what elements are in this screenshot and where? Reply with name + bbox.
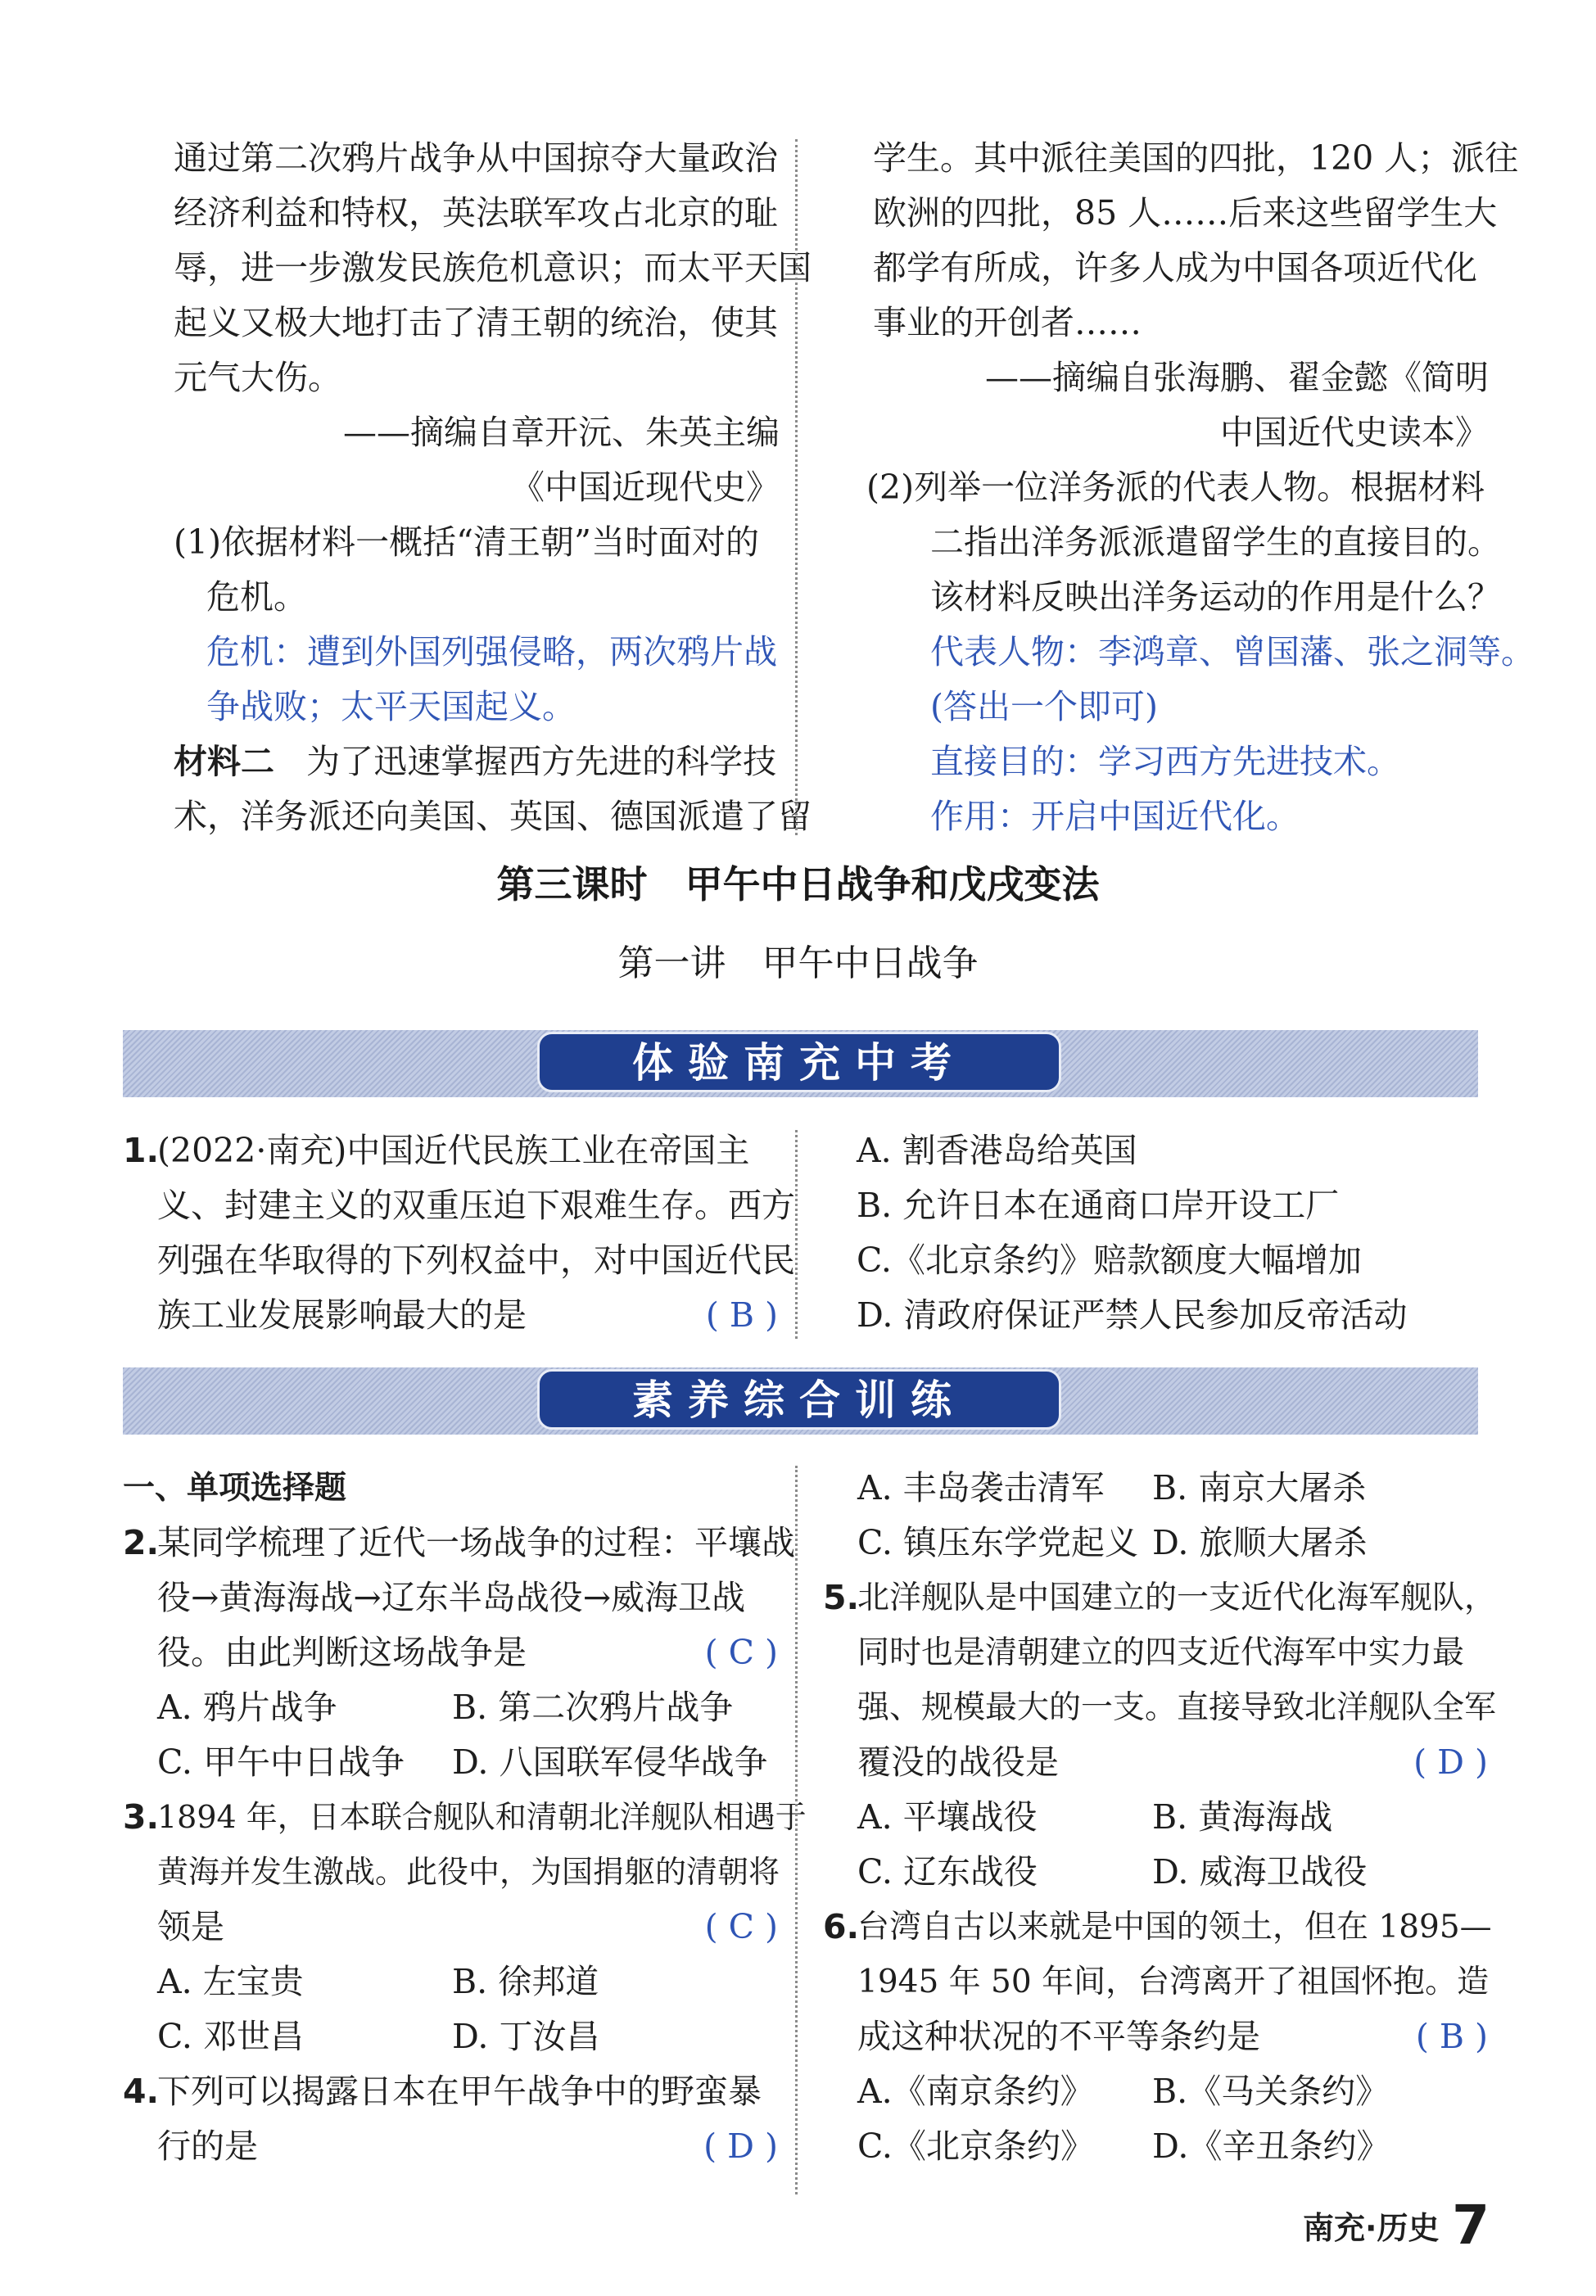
material-line: 术，洋务派还向美国、英国、德国派遣了留 [174,797,812,836]
page-number: 7 [1452,2194,1490,2257]
answer-bracket: ( B ) [705,1295,778,1335]
question-stem: 台湾自古以来就是中国的领土，但在 1895— [857,1909,1492,1946]
source-citation: ——摘编自章开沅、朱英主编 [343,413,780,452]
question-stem: 役→黄海海战→辽东半岛战役→威海卫战 [157,1578,746,1617]
option-a: A. 左宝贵 [157,1962,304,2001]
option-a: A. 平壤战役 [857,1797,1038,1837]
section-banner [123,1030,1478,1097]
material-line: 欧洲的四批，85 人……后来这些留学生大 [873,193,1498,233]
section-banner [123,1367,1478,1435]
question-number: 1. [123,1131,160,1170]
answer-2-line: 直接目的：学习西方先进技术。 [930,742,1400,781]
question-stem: 成这种状况的不平等条约是 [857,2017,1260,2056]
page-footer [1303,2194,1490,2257]
question-stem: 行的是 [157,2127,258,2166]
question-stem: (2022·南充)中国近代民族工业在帝国主 [157,1131,750,1170]
option-a: A. 鸦片战争 [157,1688,337,1727]
material-line: 起义又极大地打击了清王朝的统治，使其 [174,303,778,342]
material-line: 元气大伤。 [174,358,341,397]
answer-2-line: 代表人物：李鸿章、曾国藩、张之洞等。 [930,632,1535,671]
practice-left-column [123,1461,807,2174]
option-c: C. 镇压东学党起义 [857,1523,1138,1562]
option-c: C.《北京条约》赔款额度大幅增加 [857,1241,1362,1280]
material-line: 事业的开创者…… [873,303,1142,342]
material-line: 都学有所成，许多人成为中国各项近代化 [873,248,1477,287]
option-b: B. 徐邦道 [452,1962,599,2001]
answer-2-line: (答出一个即可) [930,687,1158,726]
option-d: D. 八国联军侵华战争 [452,1742,768,1782]
question-stem: 领是 [157,1907,224,1946]
option-c: C.《北京条约》 [857,2127,1094,2166]
question-number: 4. [123,2072,160,2111]
question-stem: 义、封建主义的双重压迫下艰难生存。西方 [157,1186,795,1225]
option-b: B.《马关条约》 [1152,2072,1390,2111]
lecture-title: 第一讲 甲午中日战争 [617,942,979,984]
practice-right-column [823,1461,1497,2174]
question-stem: 北洋舰队是中国建立的一支近代化海军舰队， [857,1580,1497,1616]
question-2-line: (2)列举一位洋务派的代表人物。根据材料 [866,468,1485,507]
question-stem: 1894 年，日本联合舰队和清朝北洋舰队相遇于 [157,1799,807,1835]
top-right-column [866,131,1535,844]
answer-bracket: ( B ) [1415,2017,1488,2056]
question-1-line: (1)依据材料一概括“清王朝”当时面对的 [174,522,759,562]
option-d: D. 旅顺大屠杀 [1152,1523,1368,1562]
material-line: 经济利益和特权，英法联军攻占北京的耻 [174,193,778,233]
option-b: B. 允许日本在通商口岸开设工厂 [857,1186,1340,1225]
question-stem: 役。由此判断这场战争是 [157,1633,527,1672]
option-d: D. 丁汝昌 [452,2017,600,2056]
banner-label: 素养综合训练 [537,1369,1061,1430]
material-line: 辱，进一步激发民族危机意识；而太平天国 [174,248,812,287]
answer-1-line: 危机：遭到外国列强侵略，两次鸦片战 [206,632,777,671]
material-line: 学生。其中派往美国的四批，120 人；派往 [873,138,1519,178]
option-b: B. 第二次鸦片战争 [452,1688,734,1727]
source-citation: 《中国近现代史》 [511,468,780,507]
question-stem: 某同学梳理了近代一场战争的过程：平壤战 [157,1523,795,1562]
question-stem: 同时也是清朝建立的四支近代海军中实力最 [857,1634,1465,1671]
question-number: 5. [823,1578,860,1617]
question-1-options [857,1123,1487,1343]
question-stem: 黄海并发生激战。此役中，为国捐躯的清朝将 [157,1854,780,1890]
question-number: 2. [123,1523,160,1562]
material-line: 为了迅速掌握西方先进的科学技 [306,742,777,781]
answer-bracket: ( C ) [704,1907,778,1946]
top-left-column [174,131,812,844]
option-a: A.《南京条约》 [857,2072,1094,2111]
footer-label: 南充·历史 [1303,2210,1440,2246]
material-2-label: 材料二 [174,742,274,781]
option-b: B. 南京大屠杀 [1152,1468,1367,1507]
answer-2-line: 作用：开启中国近代化。 [930,797,1300,836]
column-divider [795,1130,798,1339]
option-a: A. 丰岛袭击清军 [857,1468,1105,1507]
question-stem: 强、规模最大的一支。直接导致北洋舰队全军 [857,1689,1497,1726]
question-stem: 下列可以揭露日本在甲午战争中的野蛮暴 [157,2072,762,2111]
column-divider [795,139,798,835]
source-citation: ——摘编自张海鹏、翟金懿《简明 [985,358,1489,397]
question-stem: 族工业发展影响最大的是 [157,1295,527,1335]
answer-bracket: ( D ) [1413,1742,1488,1782]
option-c: C. 甲午中日战争 [157,1742,405,1782]
material-line: 通过第二次鸦片战争从中国掠夺大量政治 [174,138,778,178]
option-d: D.《辛丑条约》 [1152,2127,1390,2166]
source-citation: 中国近代史读本》 [1220,413,1489,452]
question-stem: 列强在华取得的下列权益中，对中国近代民 [157,1241,795,1280]
answer-bracket: ( D ) [703,2127,778,2166]
option-d: D. 威海卫战役 [1152,1852,1368,1891]
answer-1-line: 争战败；太平天国起义。 [206,687,576,726]
question-1-line: 危机。 [206,577,307,617]
lesson-title: 第三课时 甲午中日战争和戊戌变法 [496,862,1100,906]
question-stem: 覆没的战役是 [857,1742,1059,1782]
column-divider [795,1466,798,2194]
question-2-line: 该材料反映出洋务运动的作用是什么？ [930,577,1501,617]
question-1 [123,1123,795,1343]
option-c: C. 邓世昌 [157,2017,304,2056]
option-c: C. 辽东战役 [857,1852,1038,1891]
banner-label: 体验南充中考 [537,1032,1061,1092]
answer-bracket: ( C ) [704,1633,778,1672]
question-2-line: 二指出洋务派派遣留学生的直接目的。 [930,522,1501,562]
section-heading: 一、单项选择题 [123,1470,347,1507]
option-d: D. 清政府保证严禁人民参加反帝活动 [857,1295,1408,1335]
option-a: A. 割香港岛给英国 [857,1131,1137,1170]
question-number: 6. [823,1907,860,1946]
question-stem: 1945 年 50 年间，台湾离开了祖国怀抱。造 [857,1964,1490,2000]
option-b: B. 黄海海战 [1152,1797,1333,1837]
question-number: 3. [123,1797,160,1837]
